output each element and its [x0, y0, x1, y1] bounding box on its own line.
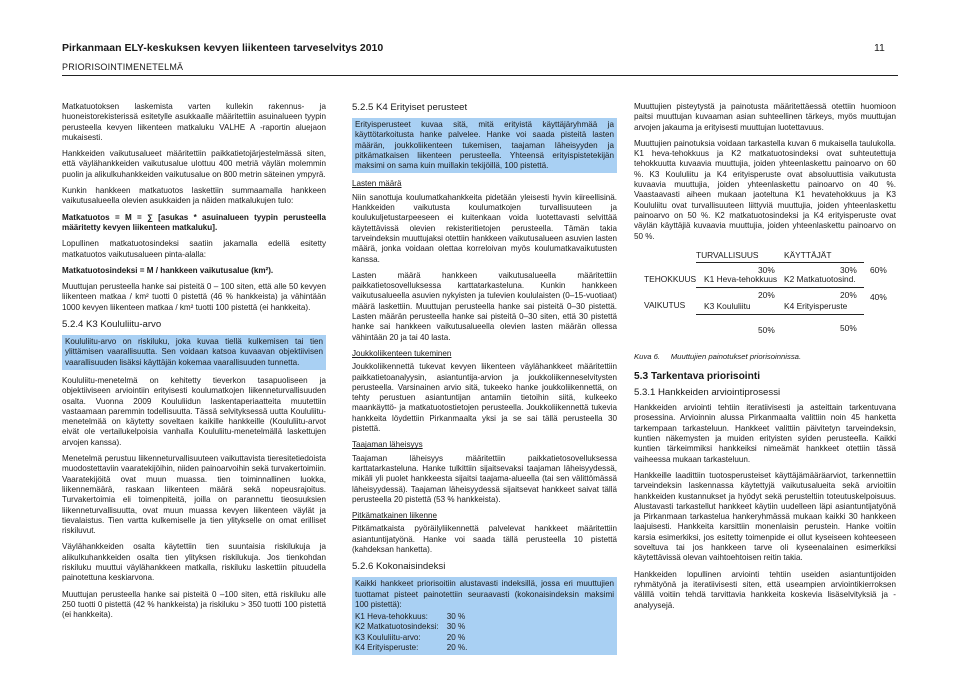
paragraph: Kaikki hankkeet priorisoitiin alustavasti indeksillä, jossa eri muuttujien tuottamat pisteet painotettiin seuraavasti (kokonaisindeksin maksimi 100 pistettä):: [355, 579, 614, 609]
figure-caption-text: Muuttujien painotukset priorisoinnissa.: [670, 351, 802, 361]
table-row: [355, 633, 467, 643]
formula-matkatuotosindeksi: Matkatuotosindeksi = M / hankkeen vaikutusalue (km²).: [62, 265, 274, 275]
weight-value: 20 %.: [446, 643, 468, 653]
column-left: [62, 102, 326, 626]
figure-row-total: 60%: [870, 264, 887, 275]
subsection-title: Taajaman läheisyys: [352, 440, 423, 450]
weight-label: K4 Erityisperuste:: [355, 643, 419, 653]
figure-caption: [634, 352, 896, 362]
figure-col-header: KÄYTTÄJÄT: [784, 249, 832, 260]
column-middle: [352, 102, 617, 661]
highlight-box: Koululiitu-arvo on riskiluku, joka kuvaa tiellä kulkemisen tai tien ylittämisen vaarallisuutta. Sen voidaan katsoa kuvaavan objektiivisen vaarallisuuden lisäksi käyttäjän kokemaa vaarallisuuden tunnetta.: [62, 335, 326, 370]
paragraph: Lopullinen matkatuotosindeksi saatiin jakamalla edellä esitetty matkatuotos vaikutusalueen pinta-alalla:: [62, 239, 326, 259]
weight-label: K2 Matkatuotosindeksi:: [355, 622, 439, 632]
subsection-title: Pitkämatkainen liikenne: [352, 511, 438, 521]
highlight-box: Erityisperusteet kuvaa sitä, mitä erityistä käyttäjäryhmää ja käyttötarkoitusta hanke palvelee. Hanke voi saada pisteitä lasten määrän, joukkoliikenteen tukemisen, taajaman läheisyyden ja pitkämatkaisen liikenteen perusteella. Yhteensä erityispistetekijän maksimi on sama kuin muillakin tekijöillä, 100 pistettä.: [352, 118, 617, 173]
table-row: [355, 643, 467, 653]
figure-line: [696, 262, 864, 263]
paragraph: Hankkeille laadittiin tuotosperusteiset käyttäjämääräarviot, tarkennettiin tarveindeksin laskennassa käytettyjä vaikutusalueita sekä arvioitiin hankkeiden kustannukset ja hyödyt sekä perusteltiin toteutuskelpoisuus. Alustavasti tarkastellut hankkeet käytiin uudelleen läpi asiantuntijatyönä ja Pirkanmaan tarkastelua hankeryhmässä mukaan kaikki 30 hankkeen laajuisesti. Hankkeita karsittiin monenlaisin perustein. Hanke voitiin karsia esimerkiksi, jos esitetty toimenpide ei ollut kyseiseen kohteeseen soveltuva tai jos hankkeen tarve oli kyseenalainen esimerkiksi käytettävissä olevan vaihtoehtoisen reitin takia.: [634, 470, 896, 563]
document-header-title: Pirkanmaan ELY-keskuksen kevyen liikenteen tarveselvitys 2010: [62, 42, 384, 54]
paragraph: Hankkeiden vaikutusalueet määritettiin paikkatietojärjestelmässä siten, että väylähankkeiden vaikutusalue ulottuu 400 metriä väylän molemmin puolin ja alikulkuhankkeiden vaikutusalue on 800 metrin säteinen ympyrä.: [62, 149, 326, 179]
figure-col-total: 50%: [758, 324, 775, 335]
formula-matkatuotos: Matkatuotos = M = ∑ [asukas * asuinalueen tyypin perusteella määritetty kevyen liikenteen matkaluku].: [62, 212, 326, 232]
figure-pct: 30%: [840, 264, 857, 275]
weights-table: [355, 612, 467, 653]
weight-label: K3 Koululiitu-arvo:: [355, 632, 421, 642]
table-row: [355, 612, 467, 622]
section-heading-5-3: 5.3 Tarkentava priorisointi: [634, 371, 761, 383]
paragraph: Lasten määrä hankkeen vaikutusalueella määritettiin paikkatietosovelluksessa karttatarkasteluna. Kunkin hankkeen vaikutusalueella asuvien nykyisten ja tulevien koululaisten (0–15-vuotiaat) määrä laskettiin. Muuttujan perusteella hanke sai pisteitä 0–30 pistettä. Lasten määrän perusteella hanke sai pisteitä 0–30 siten, että 30 pistettä hanke sai hankkeen vaikutusalueella olevien lasten määrän ollessa vähintään 20 ja tai 40 lasta.: [352, 270, 617, 342]
figure-row-header: VAIKUTUS: [644, 299, 686, 310]
figure-cell-label: K4 Erityisperuste: [784, 300, 848, 311]
figure-caption-number: Kuva 6.: [634, 351, 661, 361]
figure-pct: 20%: [758, 289, 775, 300]
section-heading-kokonaisindeksi: 5.2.6 Kokonaisindeksi: [352, 561, 446, 573]
paragraph: Muuttujan perusteella hanke sai pisteitä 0 –100 siten, että riskiluku alle 250 tuotti 0 pistettä (42 % hankkeista) ja riskiluku > 350 tuotti 100 pistettä (ei hankkeita).: [62, 589, 326, 620]
paragraph: Pitkämatkaista pyöräilyliikennettä palvelevat hankkeet määritettiin asiantuntijatyönä. Hanke voi saada tällä perusteella 10 pistettä (kahdeksan hanketta).: [352, 524, 617, 554]
paragraph: Hankkeiden arviointi tehtiin iteratiivisesti ja asteittain tarkentuvana prosessina. Arvioinnin alussa Pirkanmaalta valittiin noin 45 hanketta tarkempaan tarkasteluun. Hankkeet valittiin päivitetyn tarveindeksin, kuntien näkemysten ja muiden erityisten syiden perusteella. Kaikki kuntien tärkeimmiksi hankkeiksi nimeämät hankkeet otettiin tässä vaiheessa mukaan tarkasteluun.: [634, 403, 896, 464]
figure-row-header: TEHOKKUUS: [644, 273, 697, 284]
section-heading-k3: 5.2.4 K3 Koululiitu-arvo: [62, 319, 162, 331]
table-row: [355, 622, 467, 632]
header-divider: [62, 75, 898, 76]
figure-cell-label: K3 Koululiitu: [704, 300, 751, 311]
paragraph: Muuttujien pisteytystä ja painotusta määritettäessä otettiin huomioon paitsi muuttujan kuvaaman asian suhteellinen tärkeys, myös muuttujan arvojen jakauma ja erityisesti muuttujan luotettavuus.: [634, 102, 896, 132]
paragraph: Kunkin hankkeen matkatuotos laskettiin summaamalla hankkeen vaikutusalueella olevien asukkaiden ja näiden matkalukujen tulo:: [62, 186, 326, 206]
figure-line: [696, 287, 864, 288]
weight-value: 20 %: [446, 632, 466, 642]
figure-pct: 30%: [758, 264, 775, 275]
highlight-box: [352, 577, 617, 655]
paragraph: Menetelmä perustuu liikenneturvallisuuteen vaikuttavista tieresitetiedoista muodostettaviin vaaratekijöihin, niiden painoarvoihin sekä turvakertoimiin. Vaaratekijöitä ovat muun muassa. tien toiminnallinen luokka, liikennemäärä, raskaan liikenteen määrä sekä nopeusrajoitus. Turvakertoimia eli toimenpiteitä, joilla on parannettu tieosuuksien liikenneturvallisuutta, ovat muun muassa kevyen liikenteen väylät ja tievalaistus. Tien vartta kulkemiselle ja tien ylitykselle on omat erilliset riskiluvut.: [62, 454, 326, 536]
figure-pct: 20%: [840, 289, 857, 300]
figure-row-total: 40%: [870, 291, 887, 302]
paragraph: Väylähankkeiden osalta käytettiin tien suuntaisia riskilukuja ja alikulkuhankkeiden osalta tien ylityksen riskilukuja. Jos tienkohdan riskiluku muuttui väylähankkeen matkalla, riskiluku laskettiin pituudella painotettuna keskiarvona.: [62, 542, 326, 583]
subsection-title: Lasten määrä: [352, 179, 402, 189]
page-number: 11: [874, 42, 885, 54]
figure-col-header: TURVALLISUUS: [696, 249, 759, 260]
paragraph: Joukkoliikennettä tukevat kevyen liikenteen väylähankkeet määritettiin paikkatietoanalyysin, asiantuntija-arvion ja joukkoliikenneselvitysten perusteella. Varsinainen arvio sitä, tukeeko hanke joukkoliikennettä, on tehty perustuen asiantuntijan antamiin tietoihin siitä, kulkeeko maankäyttö- ja matkatuotostietojen perusteella. Joukkoliikennettä tukevia hankkeita löydettiin Pirkanmaalta yksi ja se sai tällä perusteella 30 pistettä.: [352, 362, 617, 434]
paragraph: Taajaman läheisyys määritettiin paikkatietosovelluksessa karttatarkasteluna. Hanke tulkittiin sijaitsevaksi taajaman läheisyydessä, mikäli yli puolet hankkeesta sijaitsi taajama-alueella (tai sen välittömässä läheisyydessä). Taajaman läheisyydessä sijaitsevat hankkeet saivat tällä perusteella 20 pistettä (53 % hankkeista).: [352, 453, 617, 504]
paragraph: Muuttujan perusteella hanke sai pisteitä 0 – 100 siten, että alle 50 kevyen liikenteen matkaa / km² tuotti 0 pistettä (46 % hankkeista) ja vähintään 1000 kevyen liikenteen matkaa / km² tuotti 100 pistettä (ei hankkeita).: [62, 282, 326, 312]
paragraph: Matkatuotoksen laskemista varten kullekin rakennus- ja huoneistorekisterissä esitetylle asukkaalle määritettiin asuinalueen tyypin perusteella kevyen liikenteen matkaluku VALHE A -raportin aluejaon mukaisesti.: [62, 102, 326, 142]
paragraph: Muuttujien painotuksia voidaan tarkastella kuvan 6 mukaisella taulukolla. K1 heva-tehokkuus ja K2 matkatuotosindeksi ovat suhteutettuja tehokkuutta kuvaavia muuttujia, joiden yhteenlaskettu painoarvo on 60 %. K3 Koululiitu ja K4 erityisperuste ovat absoluuttisia vaikutusta kuvaavia muuttujia, joiden yhteenlaskettu painoarvo on 40 %. Vaastaavasti aiheen mukaan jaoteltuna K1 hevatehokkuus ja K3 Koululiitu ovat turvallisuuteen liittyviä muuttujia, joiden yhteenlaskettu painoarvo on 50 %. K2 matkatuotosindeksi ja K4 erityisperuste ovat väylän käyttäjiä kuvaavia muuttujia, joiden yhteenlaskettu painoarvo on 50 %.: [634, 138, 896, 241]
subsection-heading-5-3-1: 5.3.1 Hankkeiden arviointiprosessi: [634, 387, 781, 399]
weight-value: 30 %: [446, 622, 466, 632]
paragraph: Hankkeiden lopullinen arviointi tehtiin useiden asiantuntijoiden ryhmätyönä ja iteratiivisesti siten, että useampien arviointikierroksen välillä voitiin tehdä tarvittavia hankkeita koskevia lisäselvityksiä ja -analyysejä.: [634, 569, 896, 610]
weights-figure: [634, 248, 896, 348]
figure-col-total: 50%: [840, 322, 857, 333]
paragraph: Niin sanottuja koulumatkahankkeita pidetään yleisesti hyvin kiireellisinä. Hankkeiden vaikutusta koulumatkojen turvallisuuteen ja koulukuljetustarpeeseen ei kuitenkaan voida luotettavasti selvittää käytettävissä olevien rekisteritietojen perusteella. Tämän takia tarveindeksin muuttujaksi otettiin hankkeen vaikutusalueen asuvien lasten määrä, jonka voidaan olettaa korreloivan myös koulumatkavaikutusten kanssa.: [352, 192, 617, 264]
section-heading-k4: 5.2.5 K4 Erityiset perusteet: [352, 102, 468, 113]
section-title: PRIORISOINTIMENETELMÄ: [62, 62, 184, 72]
figure-cell-label: K1 Heva-tehokkuus: [704, 273, 778, 284]
paragraph: Koululiitu-menetelmä on kehitetty tieverkon tasapuoliseen ja objektiiviseen arviointiin erityisesti koulumatkojen liikenneturvallisuuden osalta. Vuonna 2009 Koululiidun laskentaperiaatteita muutettiin vastaamaan paremmin todellisuutta. Tässä selvityksessä uutta Koululiitu-menetelmää on käytetty soveltaen kaikille hankkeille (Koululiitu-arvot eivät ole vertailukelpoisia vanhalla Koululiitu-menetelmällä laskettujen arvojen kanssa).: [62, 375, 326, 447]
weight-value: 30 %: [446, 612, 466, 622]
subsection-title: Joukkoliikenteen tukeminen: [352, 348, 452, 358]
weight-label: K1 Heva-tehokkuus:: [355, 612, 428, 622]
column-right: [634, 102, 896, 617]
figure-cell-label: K2 Matkatuotosind.: [784, 273, 856, 284]
figure-line: [696, 314, 864, 315]
